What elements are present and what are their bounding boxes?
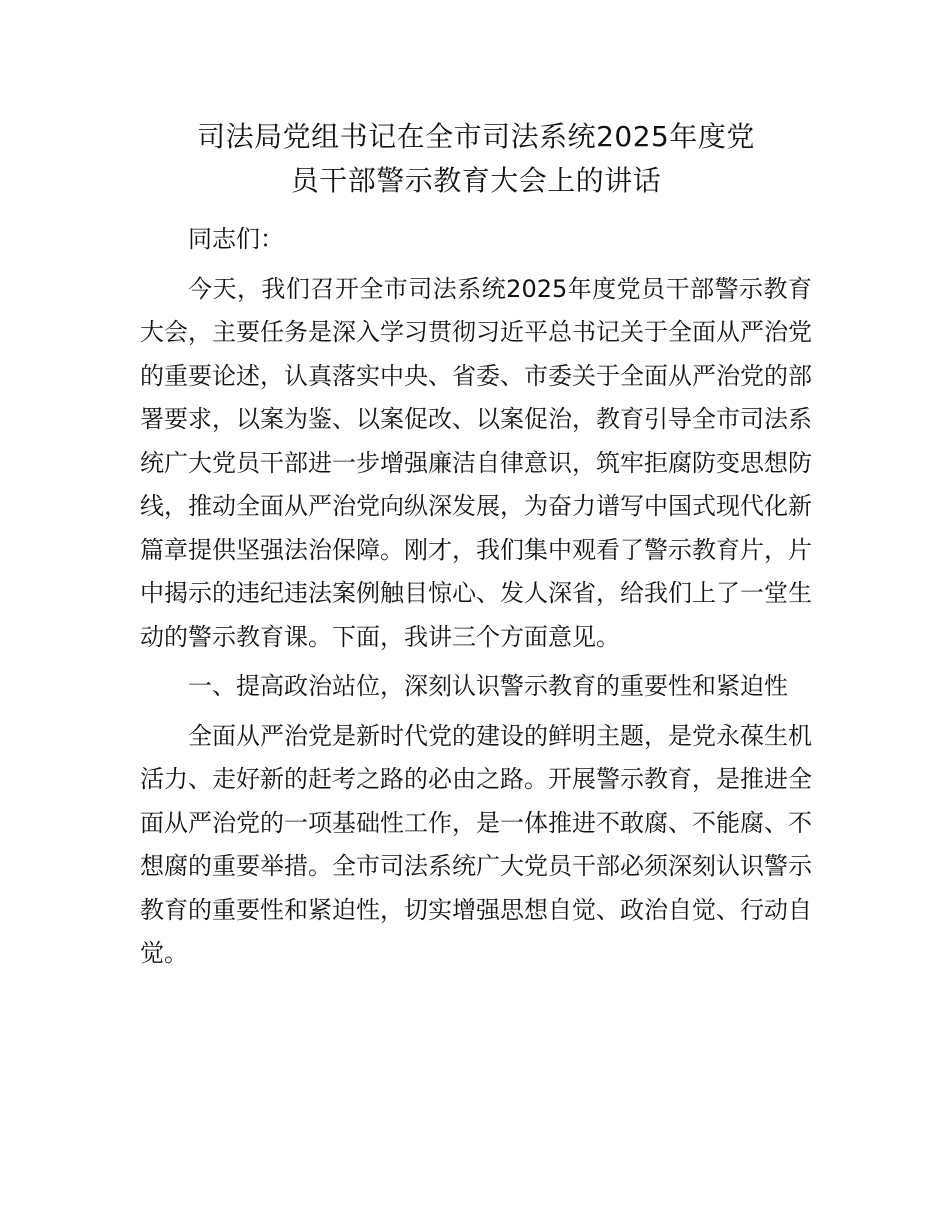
title-line-1: 司法局党组书记在全市司法系统2025年度党	[197, 120, 755, 153]
section-heading: 一、提高政治站位，深刻认识警示教育的重要性和紧迫性	[188, 672, 788, 700]
paragraph: 全面从严治党是新时代党的建设的鲜明主题，是党永葆生机活力、走好新的赶考之路的必由之路。开展警示教育，是推进全面从严治党的一项基础性工作，是一体推进不敢腐、不能腐、不想腐的重要举措。全市司法系统广大党员干部必须深刻认识警示教育的重要性和紧迫性，切实增强思想自觉、政治自觉、行动自觉。	[140, 721, 812, 967]
title-line-2: 员干部警示教育大会上的讲话	[290, 164, 662, 197]
paragraph: 今天，我们召开全市司法系统2025年度党员干部警示教育大会，主要任务是深入学习贯彻习近平总书记关于全面从严治党的重要论述，认真落实中央、省委、市委关于全面从严治党的部署要求，以案为鉴、以案促改、以案促治，教育引导全市司法系统广大党员干部进一步增强廉洁自律意识，筑牢拒腐防变思想防线，推动全面从严治党向纵深发展，为奋力谱写中国式现代化新篇章提供坚强法治保障。刚才，我们集中观看了警示教育片，片中揭示的违纪违法案例触目惊心、发人深省，给我们上了一堂生动的警示教育课。下面，我讲三个方面意见。	[140, 274, 812, 651]
document-title	[140, 115, 812, 203]
document-body	[140, 218, 812, 976]
salutation: 同志们：	[188, 225, 284, 253]
